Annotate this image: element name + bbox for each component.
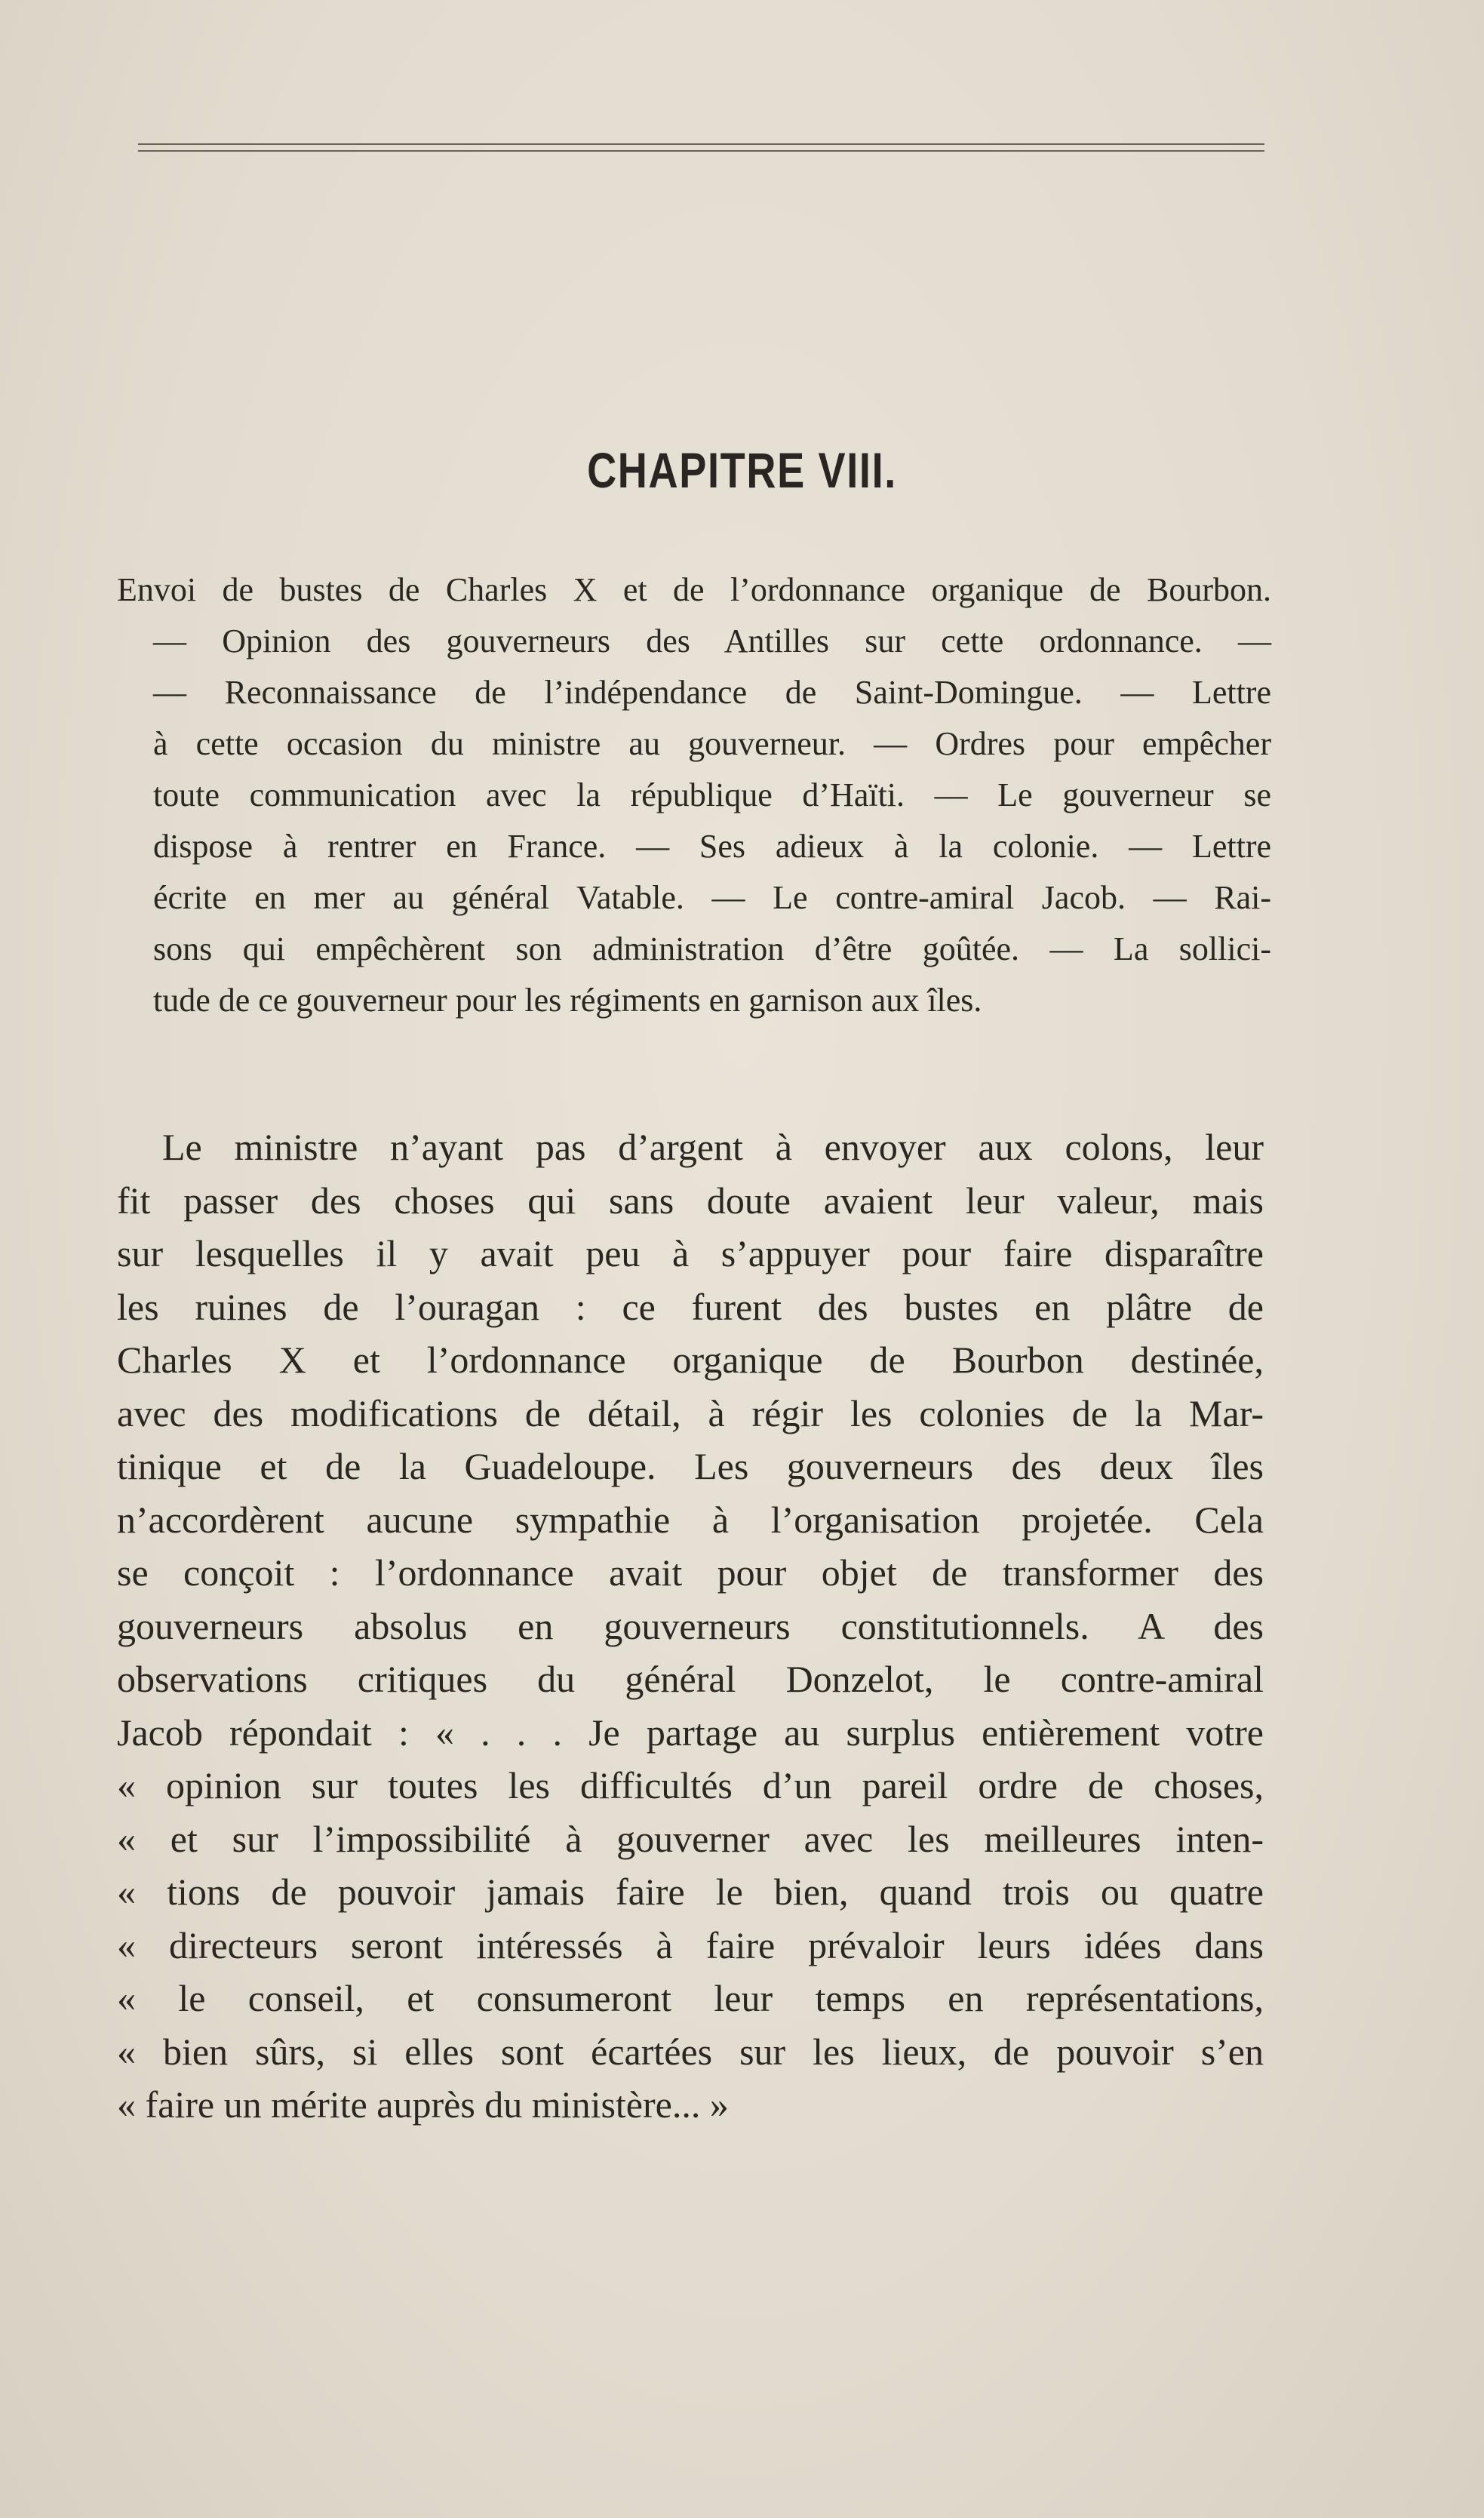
body-line: « opinion sur toutes les difficultés d’un pareil ordre de choses,: [117, 1764, 1264, 1806]
body-paragraph: [117, 1121, 1264, 2132]
chapter-summary: [117, 564, 1271, 1026]
summary-line: Envoi de bustes de Charles X et de l’ordonnance organique de Bourbon.: [117, 571, 1271, 608]
body-line: Charles X et l’ordonnance organique de Bourbon destinée,: [117, 1339, 1264, 1381]
body-line: Jacob répondait : « . . . Je partage au surplus entièrement votre: [117, 1711, 1264, 1754]
body-line: se conçoit : l’ordonnance avait pour objet de transformer des: [117, 1551, 1264, 1594]
summary-line: tude de ce gouverneur pour les régiments en garnison aux îles.: [153, 982, 982, 1019]
body-line: tinique et de la Guadeloupe. Les gouverneurs des deux îles: [117, 1445, 1264, 1487]
body-line: observations critiques du général Donzelot, le contre-amiral: [117, 1658, 1264, 1700]
body-line: fit passer des choses qui sans doute avaient leur valeur, mais: [117, 1179, 1264, 1222]
summary-line: — Opinion des gouverneurs des Antilles sur cette ordonnance. —: [153, 623, 1271, 659]
summary-line: sons qui empêchèrent son administration d’être goûtée. — La sollici-: [153, 930, 1271, 967]
body-line: « le conseil, et consumeront leur temps en représentations,: [117, 1977, 1264, 2019]
body-line: « directeurs seront intéressés à faire prévaloir leurs idées dans: [117, 1923, 1264, 1966]
body-line: les ruines de l’ouragan : ce furent des bustes en plâtre de: [117, 1285, 1264, 1328]
body-line: « faire un mérite auprès du ministère... »: [117, 2083, 729, 2126]
chapter-title: CHAPITRE VIII.: [587, 442, 897, 498]
body-line: sur lesquelles il y avait peu à s’appuyer pour faire disparaître: [117, 1232, 1264, 1274]
body-line: « et sur l’impossibilité à gouverner avec les meilleures inten-: [117, 1817, 1264, 1860]
body-line: Le ministre n’ayant pas d’argent à envoyer aux colons, leur: [162, 1126, 1264, 1168]
header-double-rule: [138, 143, 1264, 154]
body-line: avec des modifications de détail, à régir les colonies de la Mar-: [117, 1391, 1264, 1434]
rule-line-bottom: [138, 150, 1264, 152]
body-line: n’accordèrent aucune sympathie à l’organisation projetée. Cela: [117, 1498, 1264, 1541]
summary-line: à cette occasion du ministre au gouverneur. — Ordres pour empêcher: [153, 725, 1271, 762]
body-line: « tions de pouvoir jamais faire le bien, quand trois ou quatre: [117, 1871, 1264, 1913]
body-line: gouverneurs absolus en gouverneurs constitutionnels. A des: [117, 1604, 1264, 1647]
summary-line: écrite en mer au général Vatable. — Le contre-amiral Jacob. — Rai-: [153, 879, 1271, 916]
summary-line: toute communication avec la république d’Haïti. — Le gouverneur se: [153, 776, 1271, 813]
rule-line-top: [138, 143, 1264, 145]
summary-line: — Reconnaissance de l’indépendance de Saint-Domingue. — Lettre: [153, 674, 1271, 711]
summary-line: dispose à rentrer en France. — Ses adieux à la colonie. — Lettre: [153, 828, 1271, 865]
body-line: « bien sûrs, si elles sont écartées sur les lieux, de pouvoir s’en: [117, 2030, 1264, 2073]
